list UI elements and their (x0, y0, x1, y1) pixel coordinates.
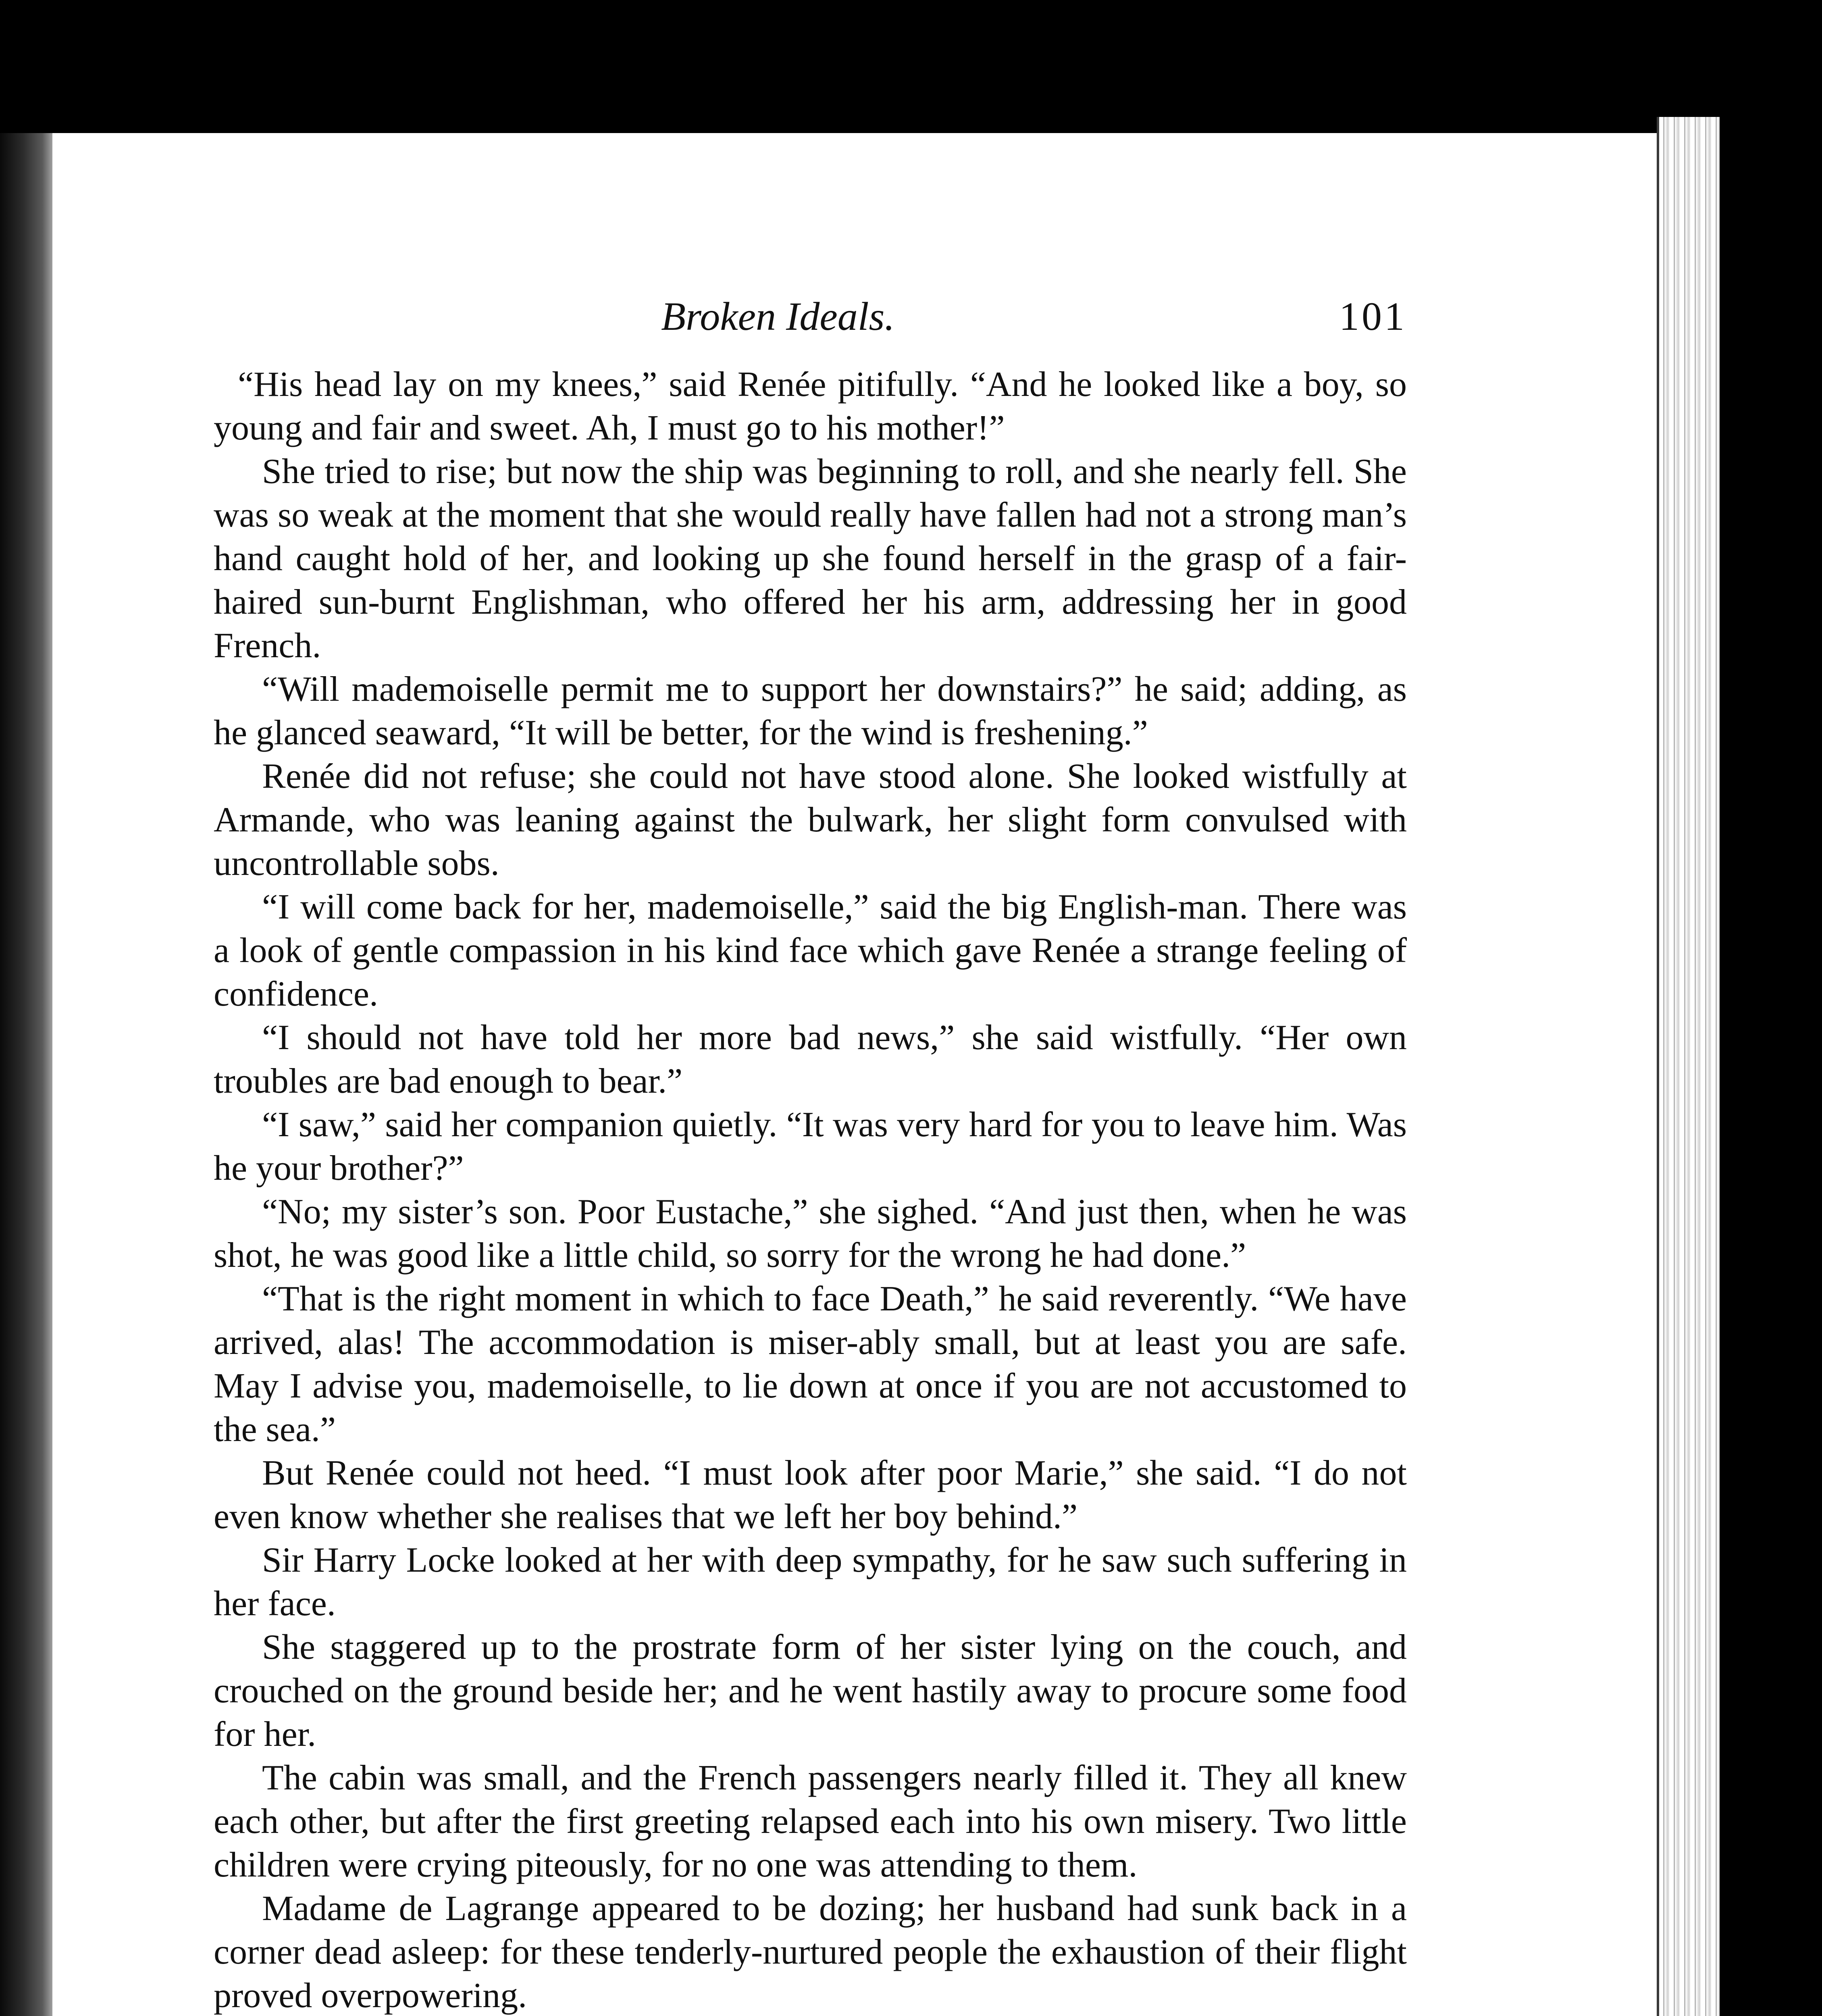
body-text (214, 363, 1407, 2016)
paragraph: She staggered up to the prostrate form of her sister lying on the couch, and crouched on the ground beside her; and he went hastily away to procure some food for her. (214, 1628, 1407, 1754)
paragraph: But Renée could not heed. “I must look after poor Marie,” she said. “I do not even know whether she realises that we left her boy behind.” (214, 1454, 1407, 1536)
running-title: Broken Ideals. (661, 294, 895, 339)
paragraph: “His head lay on my knees,” said Renée pitifully. “And he looked like a boy, so young and fair and sweet. Ah, I must go to his mother!” (214, 365, 1407, 448)
paragraph: The cabin was small, and the French passengers nearly filled it. They all knew each other, but after the first greeting relapsed each into his own misery. Two little children were crying piteously, for no one was attending to them. (214, 1758, 1407, 1885)
page-header (661, 290, 1407, 343)
page-left-edge-shadow (0, 133, 56, 2016)
paragraph: “That is the right moment in which to face Death,” he said reverently. “We have arrived, alas! The accommodation is miser-ably small, but at least you are safe. May I advise you, mademoiselle, to lie down at once if you are not accustomed to the sea.” (214, 1279, 1407, 1449)
paragraph: Renée did not refuse; she could not have stood alone. She looked wistfully at Armande, who was leaning against the bulwark, her slight form convulsed with uncontrollable sobs. (214, 757, 1407, 883)
paragraph: “I saw,” said her companion quietly. “It was very hard for you to leave him. Was he your brother?” (214, 1105, 1407, 1188)
paragraph: Madame de Lagrange appeared to be dozing; her husband had sunk back in a corner dead asleep: for these tenderly-nurtured people the exhaustion of their flight proved overpowering. (214, 1889, 1407, 2015)
paragraph: “I will come back for her, mademoiselle,” said the big English-man. There was a look of gentle compassion in his kind face which gave Renée a strange feeling of confidence. (214, 887, 1407, 1014)
page-stack-edge (1657, 117, 1720, 2016)
paragraph: She tried to rise; but now the ship was beginning to roll, and she nearly fell. She was so weak at the moment that she would really have fallen had not a strong man’s hand caught hold of her, and looking up she found herself in the grasp of a fair-haired sun-burnt Englishman, who offered her his arm, addressing her in good French. (214, 452, 1407, 665)
paragraph: “No; my sister’s son. Poor Eustache,” she sighed. “And just then, when he was shot, he was good like a little child, so sorry for the wrong he had done.” (214, 1192, 1407, 1275)
page-number: 101 (1339, 294, 1407, 339)
paragraph: “I should not have told her more bad news,” she said wistfully. “Her own troubles are bad enough to bear.” (214, 1018, 1407, 1101)
paragraph: Sir Harry Locke looked at her with deep sympathy, for he saw such suffering in her face. (214, 1541, 1407, 1623)
paragraph: “Will mademoiselle permit me to support her downstairs?” he said; adding, as he glanced seaward, “It will be better, for the wind is freshening.” (214, 670, 1407, 752)
